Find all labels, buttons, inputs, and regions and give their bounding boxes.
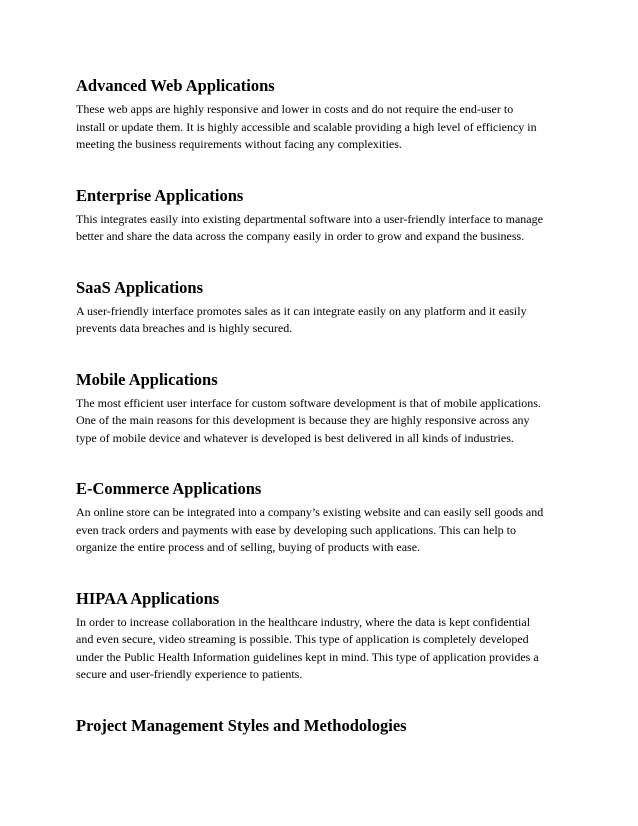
- section-saas-applications: [76, 278, 576, 338]
- paragraph-line: organize the entire process and of selling, buying of products with ease.: [76, 540, 421, 554]
- section-heading: Mobile Applications: [76, 369, 218, 389]
- section-heading: Project Management Styles and Methodologies: [76, 715, 407, 735]
- section-advanced-web-applications: [76, 76, 576, 154]
- paragraph-line: These web apps are highly responsive and lower in costs and do not require the end-user to: [76, 102, 514, 116]
- section-e-commerce-applications: [76, 479, 576, 557]
- section-paragraph: [76, 101, 576, 154]
- paragraph-line: An online store can be integrated into a company’s existing website and can easily sell goods and: [76, 505, 544, 519]
- paragraph-line: install or update them. It is highly accessible and scalable providing a high level of efficiency in: [76, 119, 537, 134]
- section-mobile-applications: [76, 370, 576, 448]
- paragraph-line: In order to increase collaboration in the healthcare industry, where the data is kept confidential: [76, 614, 531, 629]
- section-paragraph: [76, 504, 576, 557]
- section-heading: HIPAA Applications: [76, 588, 220, 608]
- section-heading: SaaS Applications: [76, 277, 204, 297]
- paragraph-line: better and share the data across the company easily in order to grow and expand the business.: [76, 229, 525, 243]
- paragraph-line: under the Public Health Information guidelines kept in mind. This type of application provides a: [76, 649, 539, 664]
- section-project-management: [76, 716, 576, 736]
- paragraph-line: secure and user-friendly experience to patients.: [76, 667, 303, 681]
- paragraph-line: This integrates easily into existing departmental software into a user-friendly interface to manage: [76, 211, 543, 226]
- paragraph-line: The most efficient user interface for custom software development is that of mobile applications.: [76, 395, 541, 410]
- section-heading: Enterprise Applications: [76, 185, 244, 205]
- section-paragraph: [76, 614, 576, 684]
- section-enterprise-applications: [76, 186, 576, 246]
- document-page: [76, 76, 576, 741]
- section-paragraph: [76, 395, 576, 448]
- section-heading: Advanced Web Applications: [76, 76, 275, 95]
- paragraph-line: even track orders and payments with ease by developing such applications. This can help to: [76, 522, 516, 537]
- section-paragraph: [76, 211, 576, 246]
- section-hipaa-applications: [76, 589, 576, 684]
- section-heading: E-Commerce Applications: [76, 479, 262, 498]
- paragraph-line: A user-friendly interface promotes sales as it can integrate easily on any platform and it easily: [76, 303, 527, 318]
- section-paragraph: [76, 303, 576, 338]
- paragraph-line: meeting the business requirements without facing any complexities.: [76, 137, 402, 151]
- paragraph-line: and even secure, video streaming is possible. This type of application is completely developed: [76, 632, 529, 646]
- paragraph-line: type of mobile device and whatever is developed is best delivered in all kinds of industries.: [76, 430, 514, 445]
- paragraph-line: prevents data breaches and is highly secured.: [76, 321, 293, 335]
- paragraph-line: One of the main reasons for this development is because they are highly responsive across any: [76, 413, 530, 427]
